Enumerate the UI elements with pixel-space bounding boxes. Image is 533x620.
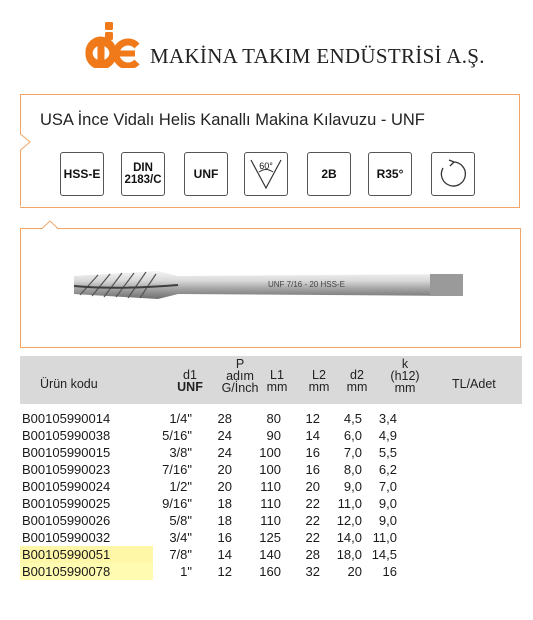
cell-pitch: 28 [217,411,232,426]
cell-d1: 5/8" [169,513,192,528]
cell-k: 16 [382,564,397,579]
cell-code: B00105990032 [22,530,111,545]
table-row [20,444,522,461]
table-row [20,410,522,427]
table-row [20,478,522,495]
col-header-code: Ürün kodu [40,377,98,391]
cell-pitch: 24 [217,428,232,443]
cell-d2: 11,0 [337,496,362,511]
table-row [20,427,522,444]
company-logo-icon [75,22,145,68]
cell-d2: 9,0 [343,479,362,494]
cell-code: B00105990051 [22,547,111,562]
table-row [20,529,522,546]
product-table [20,410,522,580]
cell-code: B00105990026 [22,513,111,528]
cell-l2: 16 [305,462,320,477]
cell-k: 6,2 [378,462,397,477]
callout-notch-2 [42,220,72,230]
col-header-pitch: P adım G/İnch [221,357,259,395]
table-row-highlighted [20,563,522,580]
cell-pitch: 18 [217,513,232,528]
cell-l1: 100 [259,445,281,460]
cell-d1: 3/4" [169,530,192,545]
cell-l1: 90 [266,428,281,443]
product-title: USA İnce Vidalı Helis Kanallı Makina Kılavuzu - UNF [40,111,425,129]
cell-pitch: 16 [217,530,232,545]
cell-pitch: 20 [217,462,232,477]
cell-pitch: 14 [217,547,232,562]
cell-d2: 6,0 [343,428,362,443]
thread-type-badge: UNF [184,152,228,196]
col-header-d2: d2 mm [346,368,368,394]
cell-d2: 8,0 [343,462,362,477]
cell-l1: 140 [259,547,281,562]
table-row [20,495,522,512]
helix-angle-badge: R35° [368,152,412,196]
material-badge: HSS-E [60,152,104,196]
tool-engraving: UNF 7/16 - 20 HSS-E [268,280,345,289]
cell-l1: 80 [266,411,281,426]
standard-badge: DIN 2183/C [121,152,165,196]
cell-d1: 3/8" [169,445,192,460]
col-header-l1: L1 mm [266,368,288,394]
cell-k: 11,0 [372,530,397,545]
cell-pitch: 24 [217,445,232,460]
cell-l2: 16 [305,445,320,460]
cell-l2: 28 [305,547,320,562]
cell-code: B00105990025 [22,496,111,511]
cell-d2: 20 [347,564,362,579]
cell-d2: 7,0 [343,445,362,460]
cell-d1: 1" [180,564,192,579]
cell-pitch: 12 [217,564,232,579]
table-row [20,461,522,478]
rotation-clockwise-icon [431,152,475,196]
cell-k: 7,0 [378,479,397,494]
cell-pitch: 20 [217,479,232,494]
col-header-k: k (h12) mm [390,357,420,395]
cell-d2: 12,0 [336,513,362,528]
cell-d2: 14,0 [336,530,362,545]
cell-l1: 110 [260,479,281,494]
table-row-highlighted [20,546,522,563]
cell-code: B00105990078 [22,564,111,579]
cell-d1: 1/2" [169,479,192,494]
cell-code: B00105990024 [22,479,111,494]
cell-l2: 32 [305,564,320,579]
col-header-l2: L2 mm [308,368,330,394]
cell-pitch: 18 [217,496,232,511]
cell-l1: 160 [259,564,281,579]
cell-d2: 18,0 [336,547,362,562]
cell-d1: 7/16" [162,462,192,477]
cell-l1: 100 [259,462,281,477]
cell-code: B00105990023 [22,462,111,477]
cell-d2: 4,5 [343,411,362,426]
cell-l2: 20 [305,479,320,494]
table-row [20,512,522,529]
col-header-price: TL/Adet [452,377,496,391]
cell-d1: 9/16" [162,496,192,511]
cell-code: B00105990014 [22,411,111,426]
cell-l1: 125 [259,530,281,545]
cell-k: 9,0 [378,513,397,528]
cell-code: B00105990015 [22,445,111,460]
cell-l2: 22 [305,530,320,545]
cell-l1: 110 [260,496,281,511]
col-header-d1: d1 UNF [177,368,203,394]
cell-k: 5,5 [378,445,397,460]
cell-d1: 5/16" [162,428,192,443]
cell-l2: 14 [305,428,320,443]
cell-k: 14,5 [371,547,397,562]
cell-k: 3,4 [378,411,397,426]
cell-l2: 12 [305,411,320,426]
cell-d1: 1/4" [169,411,192,426]
cell-l2: 22 [305,496,320,511]
cell-d1: 7/8" [169,547,192,562]
cell-k: 9,0 [378,496,397,511]
cell-k: 4,9 [378,428,397,443]
tolerance-class-badge: 2B [307,152,351,196]
cell-code: B00105990038 [22,428,111,443]
company-name: MAKİNA TAKIM ENDÜSTRİSİ A.Ş. [150,44,485,68]
cell-l2: 22 [305,513,320,528]
table-header [20,356,522,404]
tap-tool-image [68,262,468,308]
thread-angle-icon: 60° [244,152,288,196]
cell-l1: 110 [260,513,281,528]
